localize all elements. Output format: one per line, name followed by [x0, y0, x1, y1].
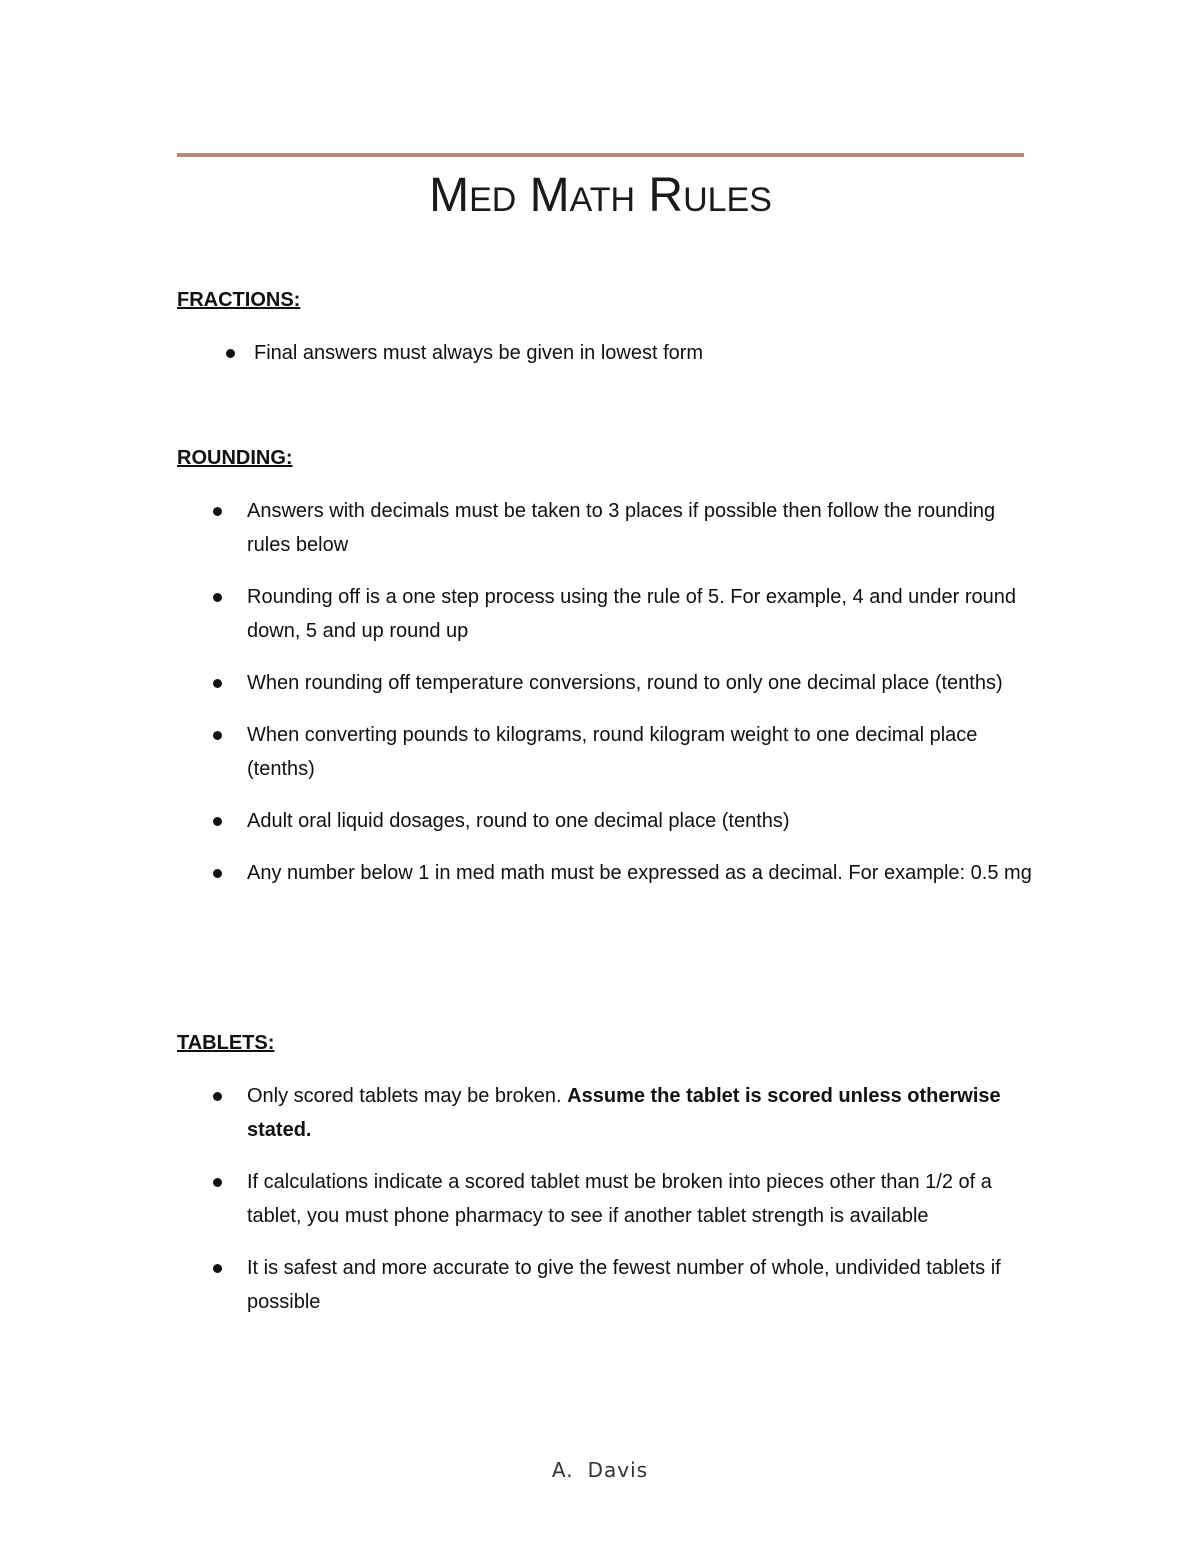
page-footer [0, 1458, 1200, 1482]
tablets-list [177, 1079, 1037, 1337]
bullet-icon [213, 507, 222, 516]
list-item-text: Any number below 1 in med math must be expressed as a decimal. For example: 0.5 mg [247, 862, 1032, 884]
bullet-icon [213, 869, 222, 878]
list-item-text: Rounding off is a one step process using the rule of 5. For example, 4 and under round down, 5 and up round up [247, 586, 1017, 642]
list-item-text: If calculations indicate a scored tablet must be broken into pieces other than 1/2 of a tablet, you must phone pharmacy to see if another tablet strength is available [247, 1171, 992, 1227]
list-item-text: Final answers must always be given in lowest form [254, 342, 704, 364]
list-item [177, 666, 1037, 700]
bullet-icon [213, 1178, 222, 1187]
footer-initial: A. [551, 1458, 574, 1482]
list-item-text: Adult oral liquid dosages, round to one decimal place (tenths) [247, 810, 790, 832]
bullet-icon [213, 817, 222, 826]
list-item-text: When rounding off temperature conversions, round to only one decimal place (tenths) [247, 672, 1003, 694]
list-item [177, 1251, 1037, 1319]
list-item-text: Only scored tablets may be broken. [247, 1085, 568, 1107]
list-item-text: When converting pounds to kilograms, round kilogram weight to one decimal place (tenths) [247, 724, 978, 780]
list-item [177, 804, 1037, 838]
list-item [177, 494, 1037, 562]
list-item [177, 1079, 1037, 1147]
tablets-heading: TABLETS: [177, 1032, 275, 1054]
page-title: Med Math Rules [429, 169, 772, 222]
footer-name: Davis [587, 1458, 649, 1482]
list-item [177, 336, 1037, 370]
rounding-list [177, 494, 1037, 908]
bullet-icon [213, 679, 222, 688]
bullet-icon [213, 593, 222, 602]
list-item-emphasis: Assume the tablet is scored unless otherwise stated. [247, 1085, 1001, 1141]
bullet-icon [226, 349, 235, 358]
fractions-heading: FRACTIONS: [177, 289, 301, 311]
bullet-icon [213, 1092, 222, 1101]
list-item [177, 856, 1037, 890]
bullet-icon [213, 731, 222, 740]
rounding-heading: ROUNDING: [177, 447, 293, 469]
bullet-icon [213, 1264, 222, 1273]
fractions-list [177, 336, 1037, 388]
list-item [177, 580, 1037, 648]
list-item [177, 718, 1037, 786]
list-item-text: It is safest and more accurate to give the fewest number of whole, undivided tablets if possible [247, 1257, 1001, 1313]
list-item-text: Answers with decimals must be taken to 3 places if possible then follow the rounding rules below [247, 500, 996, 556]
list-item [177, 1165, 1037, 1233]
title-rule [177, 153, 1024, 157]
